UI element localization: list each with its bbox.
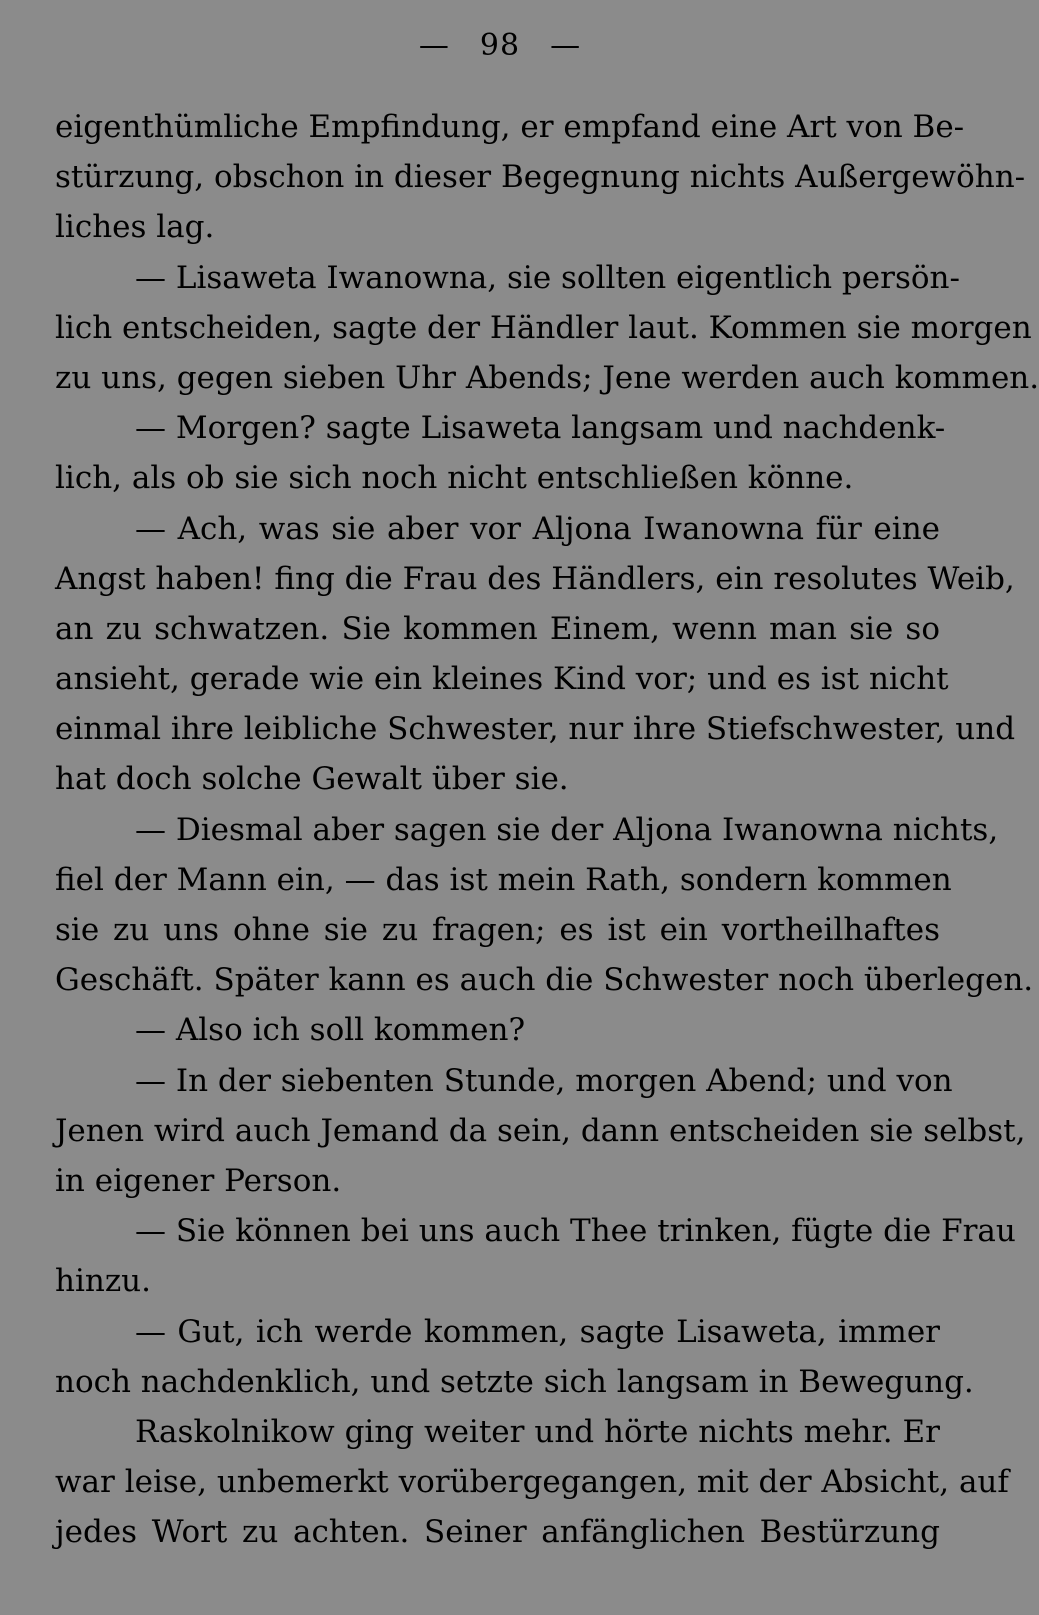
page-number: 98 [479,28,521,63]
header-dash-left: — [418,28,450,63]
text-line: — Also ich soll kommen? [135,1012,526,1049]
text-line: noch nachdenklich, und setzte sich langsam in Bewegung. [55,1363,974,1400]
text-line: in eigener Person. [55,1162,342,1199]
text-line: war leise, unbemerkt vorübergegangen, mit der Absicht, auf [55,1464,1009,1501]
text-line: Raskolnikow ging weiter und hörte nichts mehr. Er [135,1413,940,1450]
text-line: hinzu. [55,1263,151,1300]
text-line: einmal ihre leibliche Schwester, nur ihre Stiefschwester, und [55,711,1016,748]
text-line: fiel der Mann ein, — das ist mein Rath, sondern kommen [55,861,952,898]
text-line: ansieht, gerade wie ein kleines Kind vor; und es ist nicht [55,661,949,698]
body-text [55,102,1039,1557]
text-line: — Diesmal aber sagen sie der Aljona Iwanowna nichts, [135,811,999,848]
text-line: — Sie können bei uns auch Thee trinken, fügte die Frau [135,1213,1016,1250]
header-dash-right: — [550,28,582,63]
text-line: Angst haben! fing die Frau des Händlers, ein resolutes Weib, [55,560,1015,597]
text-line: — Ach, was sie aber vor Aljona Iwanowna für eine [135,510,940,547]
text-line: an zu schwatzen. Sie kommen Einem, wenn man sie so [55,610,940,647]
text-line: Geschäft. Später kann es auch die Schwester noch überlegen. [55,962,1034,999]
text-line: Jenen wird auch Jemand da sein, dann entscheiden sie selbst, [55,1112,1026,1149]
text-line: — In der siebenten Stunde, morgen Abend; und von [135,1062,953,1099]
text-line: sie zu uns ohne sie zu fragen; es ist ein vortheilhaftes [55,912,940,948]
text-line: eigenthümliche Empfindung, er empfand eine Art von Be- [55,109,965,145]
text-line: liches lag. [55,209,215,246]
text-line: zu uns, gegen sieben Uhr Abends; Jene werden auch kommen. [55,359,1039,396]
text-line: jedes Wort zu achten. Seiner anfänglichen Bestürzung [55,1514,940,1551]
page-header [0,28,1000,63]
text-line: — Lisaweta Iwanowna, sie sollten eigentlich persön- [135,259,960,296]
text-line: stürzung, obschon in dieser Begegnung nichts Außergewöhn- [55,159,1026,196]
text-line: lich, als ob sie sich noch nicht entschließen könne. [55,460,854,497]
text-line: hat doch solche Gewalt über sie. [55,761,569,798]
text-line: — Gut, ich werde kommen, sagte Lisaweta, immer [135,1313,940,1350]
text-line: lich entscheiden, sagte der Händler laut. Kommen sie morgen [55,309,1032,346]
text-line: — Morgen? sagte Lisaweta langsam und nachdenk- [135,410,946,447]
